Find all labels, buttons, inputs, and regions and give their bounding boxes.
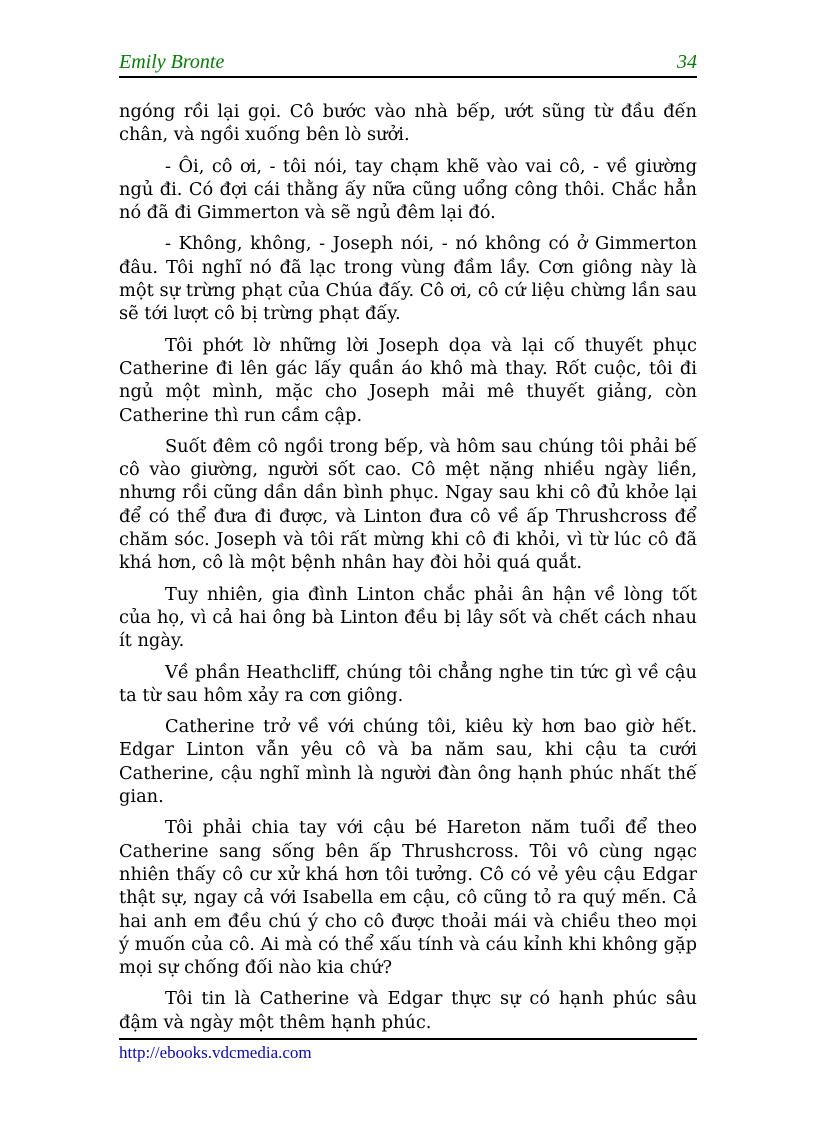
paragraph: - Ôi, cô ơi, - tôi nói, tay chạm khẽ vào vai cô, - về giường ngủ đi. Có đợi cái thằng ấy nữa cũng uổng công thôi. Chắc hẳn nó đã đi Gimmerton và sẽ ngủ đêm lại đó. [119, 155, 697, 224]
paragraph: Tuy nhiên, gia đình Linton chắc phải ân hận về lòng tốt của họ, vì cả hai ông bà Linton đều bị lây sốt và chết cách nhau ít ngày. [119, 583, 697, 652]
book-page [119, 0, 697, 1123]
paragraph: Tôi phớt lờ những lời Joseph dọa và lại cố thuyết phục Catherine đi lên gác lấy quần áo khô mà thay. Rốt cuộc, tôi đi ngủ một mình, mặc cho Joseph mải mê thuyết giảng, còn Catherine thì run cầm cập. [119, 334, 697, 426]
body-text [119, 100, 697, 1042]
paragraph: Catherine trở về với chúng tôi, kiêu kỳ hơn bao giờ hết. Edgar Linton vẫn yêu cô và ba năm sau, khi cậu ta cưới Catherine, cậu nghĩ mình là người đàn ông hạnh phúc nhất thế gian. [119, 716, 697, 808]
footer-divider [119, 1038, 697, 1040]
paragraph: Tôi tin là Catherine và Edgar thực sự có hạnh phúc sâu đậm và ngày một thêm hạnh phúc. [119, 988, 697, 1033]
paragraph: Suốt đêm cô ngồi trong bếp, và hôm sau chúng tôi phải bế cô vào giường, người sốt cao. Cô mệt nặng nhiều ngày liền, nhưng rồi cũng dần dần bình phục. Ngay sau khi cô đủ khỏe lại để có thể đưa đi được, và Linton đưa cô về ấp Thrushcross để chăm sóc. Joseph và tôi rất mừng khi cô đi khỏi, vì từ lúc cô đã khá hơn, cô là một bệnh nhân hay đòi hỏi quá quắt. [119, 435, 697, 574]
header-page-number: 34 [677, 51, 697, 73]
paragraph: ngóng rồi lại gọi. Cô bước vào nhà bếp, ướt sũng từ đầu đến chân, và ngồi xuống bên lò sưởi. [119, 101, 697, 146]
page-header [119, 50, 697, 78]
paragraph: - Không, không, - Joseph nói, - nó không có ở Gimmerton đâu. Tôi nghĩ nó đã lạc trong vùng đầm lầy. Cơn giông này là một sự trừng phạt của Chúa đấy. Cô ơi, cô cứ liệu chừng lần sau sẽ tới lượt cô bị trừng phạt đấy. [119, 233, 697, 325]
footer-url[interactable]: http://ebooks.vdcmedia.com [119, 1043, 312, 1062]
paragraph: Tôi phải chia tay với cậu bé Hareton năm tuổi để theo Catherine sang sống bên ấp Thrushcross. Tôi vô cùng ngạc nhiên thấy cô cư xử khá hơn tôi tưởng. Cô có vẻ yêu cậu Edgar thật sự, ngay cả với Isabella em cậu, cô cũng tỏ ra quý mến. Cả hai anh em đều chú ý cho cô được thoải mái và chiều theo mọi ý muốn của cô. Ai mà có thể xấu tính và cáu kỉnh khi không gặp mọi sự chống đối nào kia chứ? [119, 817, 697, 979]
header-author: Emily Bronte [119, 51, 225, 73]
paragraph: Về phần Heathcliff, chúng tôi chẳng nghe tin tức gì về cậu ta từ sau hôm xảy ra cơn giông. [119, 661, 697, 706]
